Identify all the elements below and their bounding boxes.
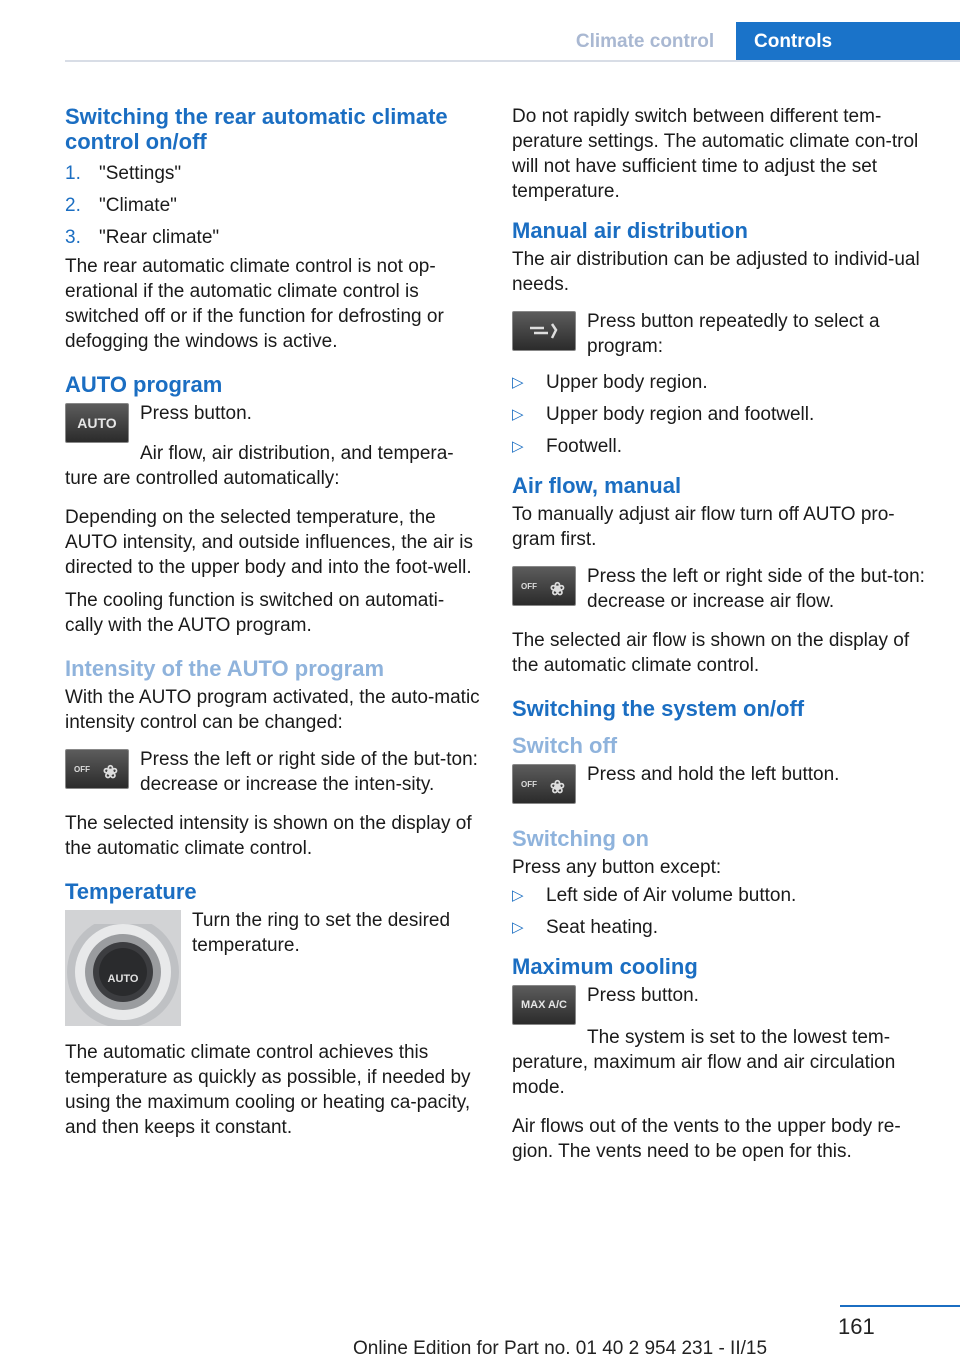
rapid-switch-paragraph: Do not rapidly switch between different tem-perature settings. The automatic climate con-trol will not have sufficient time to adjust the set temperature. [512,106,919,202]
page-number-rule [840,1305,960,1307]
rear-climate-text: The rear automatic climate control is not op-erational if the automatic climate control is switched off or if the function for defrosting or defogging the windows is active. [65,256,444,352]
max-cooling-press-text: Press button. [587,985,699,1006]
system-onoff-heading: Switching the system on/off [512,696,805,721]
list-item: ▷ Upper body region and footwell. [512,404,815,425]
intensity-button-text: Press the left or right side of the but-ton: decrease or increase the inten-sity. [140,749,478,795]
switching-on-list [512,880,932,944]
fan-icon: ❀ [549,777,565,797]
auto-paragraph-1: Depending on the selected temperature, the AUTO intensity, and outside influences, the air is directed to the upper body and into the foot-well. [65,507,474,578]
off-label: OFF [74,765,90,774]
auto-button-image: AUTO [65,403,129,443]
switching-on-heading: Switching on [512,826,649,851]
switch-off-text: Press and hold the left button. [587,764,840,785]
temperature-ring-image [65,910,181,1026]
intensity-heading: Intensity of the AUTO program [65,656,385,681]
manual-program-list [512,367,932,463]
airflow-paragraph-2: The selected air flow is shown on the display of the automatic climate control. [512,630,910,676]
auto-paragraph-2: The cooling function is switched on automati-cally with the AUTO program. [65,590,445,636]
intensity-paragraph-1: With the AUTO program activated, the auto-matic intensity control can be changed: [65,687,480,733]
header-rule [65,60,960,62]
left-column [65,104,481,1148]
air-distribution-button-image [512,311,576,351]
off-label: OFF [521,780,537,789]
list-item: 1. "Settings" [65,163,182,184]
airflow-button-text: Press the left or right side of the but-ton: decrease or increase air flow. [587,566,925,612]
rear-steps-list [65,158,481,254]
max-ac-button-image: MAX A/C [512,985,576,1025]
temperature-heading: Temperature [65,879,197,904]
manual-distribution-heading: Manual air distribution [512,218,748,243]
list-item: ▷ Seat heating. [512,917,658,938]
switching-on-paragraph: Press any button except: [512,857,722,878]
rear-climate-heading: Switching the rear automatic climate control on/off [65,104,448,154]
airflow-button-row [512,564,932,614]
list-item: ▷ Footwell. [512,436,623,457]
off-label: OFF [521,582,537,591]
page-number: 161 [838,1314,875,1339]
header-chapter-tab: Controls [736,22,960,62]
header-section-tab: Climate control [575,31,715,52]
fan-icon: ❀ [102,762,118,782]
temperature-paragraph: The automatic climate control achieves this temperature as quickly as possible, if needed by using the maximum cooling or heating ca-pacity, and then keeps it constant. [65,1042,471,1138]
list-item: 3. "Rear climate" [65,227,220,248]
max-cooling-paragraph: Air flows out of the vents to the upper body re-gion. The vents need to be open for this. [512,1116,901,1162]
auto-button-row [65,401,481,443]
manual-button-row [512,309,932,359]
manual-distribution-paragraph: The air distribution can be adjusted to individ-ual needs. [512,249,920,295]
airflow-paragraph: To manually adjust air flow turn off AUTO pro-gram first. [512,504,895,550]
fan-icon: ❀ [549,579,565,599]
temperature-ring-row [65,908,481,1026]
max-cooling-desc: The system is set to the lowest tem-perature, maximum air flow and air circulation mode. [512,1027,896,1098]
list-item: 2. "Climate" [65,195,177,216]
switch-off-row [512,762,932,804]
manual-button-text: Press button repeatedly to select a program: [587,311,880,357]
auto-press-text: Press button. [140,403,252,424]
auto-program-heading: AUTO program [65,372,223,397]
switch-off-heading: Switch off [512,733,618,758]
list-item: ▷ Upper body region. [512,372,708,393]
max-cooling-heading: Maximum cooling [512,954,698,979]
right-column [512,104,932,1172]
auto-desc-text: Air flow, air distribution, and tempera-ture are controlled automatically: [65,443,454,489]
fan-button-image [512,566,576,606]
temperature-text: Turn the ring to set the desired temperature. [192,910,451,956]
ring-auto-label: AUTO [107,973,139,985]
fan-button-image [512,764,576,804]
list-item: ▷ Left side of Air volume button. [512,885,797,906]
fan-button-image [65,749,129,789]
intensity-button-row [65,747,481,797]
max-cooling-row [512,983,932,1025]
edition-footer: Online Edition for Part no. 01 40 2 954 231 - II/15 [352,1338,768,1359]
intensity-paragraph-2: The selected intensity is shown on the display of the automatic climate control. [65,813,472,859]
airflow-heading: Air flow, manual [512,473,682,498]
